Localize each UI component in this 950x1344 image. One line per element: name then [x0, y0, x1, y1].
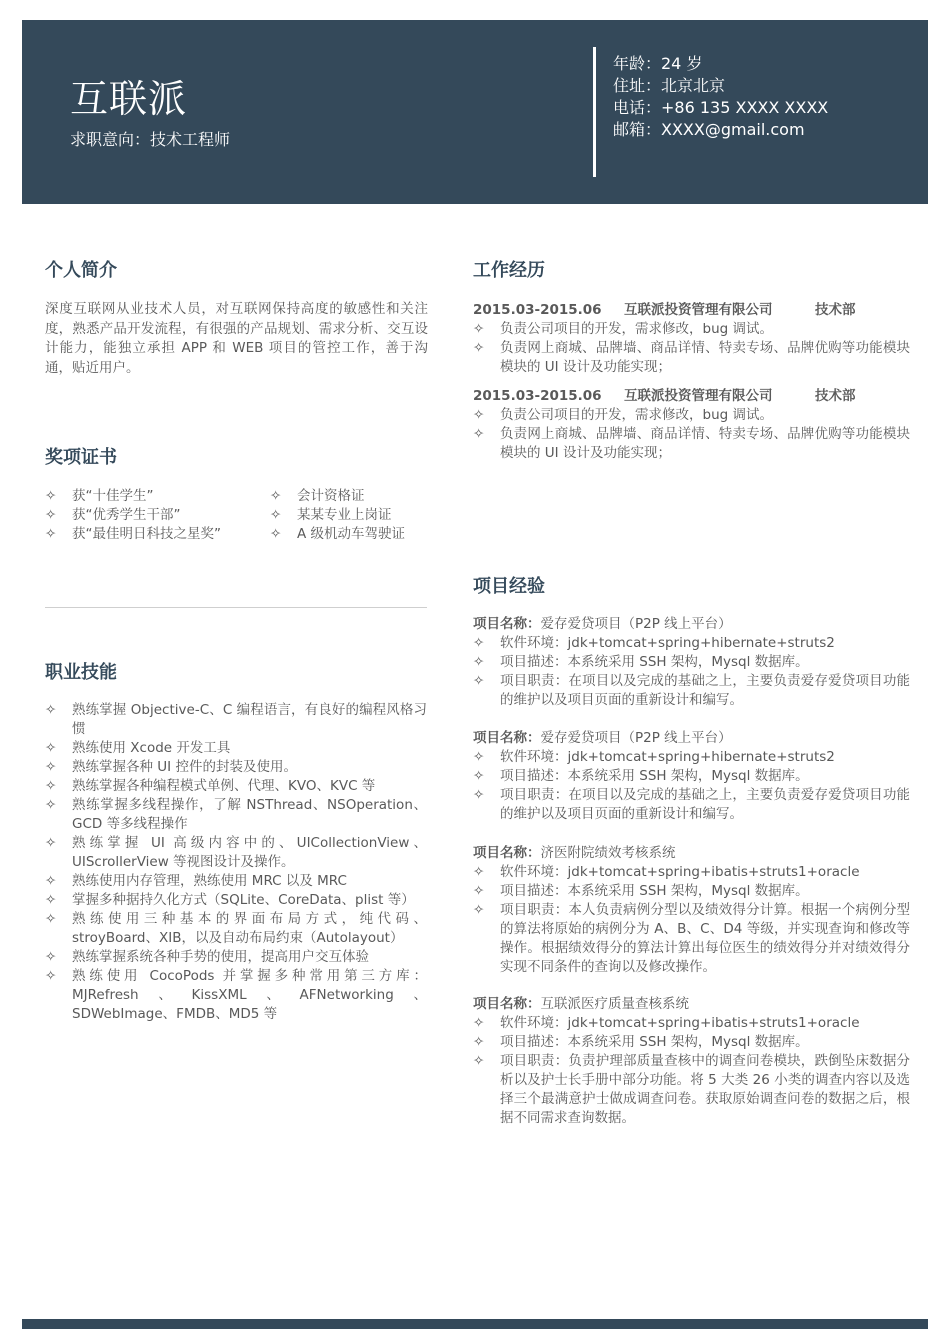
bullet-marker-icon: ✧ — [45, 778, 57, 794]
bullet-marker-icon: ✧ — [473, 340, 485, 356]
award-item — [270, 506, 440, 525]
job-duty-item — [473, 406, 910, 425]
project-name-label: 项目名称： — [473, 616, 541, 632]
skill-item — [45, 891, 427, 910]
project-name: 爱存爱贷项目（P2P 线上平台） — [540, 616, 732, 632]
award-item — [45, 487, 241, 506]
skill-item-text: 熟练使用 CocoPods 并掌握多种常用第三方库：MJRefresh、KissXML、AFNetworking、SDWebImage、FMDB、MD5 等 — [72, 968, 427, 1022]
skill-item — [45, 834, 427, 872]
bullet-marker-icon: ✧ — [473, 749, 485, 765]
project-detail-item — [473, 634, 910, 653]
project-name: 互联派医疗质量查核系统 — [540, 996, 689, 1012]
bullet-marker-icon: ✧ — [473, 1015, 485, 1031]
award-item — [45, 525, 241, 544]
skill-item-text: 熟练掌握系统各种手势的使用，提高用户交互体验 — [72, 949, 369, 965]
skill-item — [45, 796, 427, 834]
award-item-text: A 级机动车驾驶证 — [297, 526, 406, 542]
job-header — [473, 387, 910, 406]
bullet-marker-icon: ✧ — [45, 797, 57, 813]
award-item-text: 某某专业上岗证 — [297, 507, 392, 523]
bullet-marker-icon: ✧ — [473, 1034, 485, 1050]
contact-info — [613, 53, 828, 141]
project-detail-item-text: 软件环境：jdk+tomcat+spring+ibatis+struts1+oracle — [500, 1015, 860, 1031]
section-divider — [45, 607, 427, 608]
job-duties — [473, 406, 910, 463]
project-name-line — [473, 995, 910, 1014]
project-detail-item — [473, 748, 910, 767]
projects-title: 项目经验 — [473, 576, 545, 597]
bullet-marker-icon: ✧ — [473, 673, 485, 689]
bullet-marker-icon: ✧ — [270, 488, 282, 504]
bullet-marker-icon: ✧ — [473, 321, 485, 337]
project-name-line — [473, 615, 910, 634]
job-duty-item — [473, 425, 910, 463]
project-detail-item-text: 软件环境：jdk+tomcat+spring+hibernate+struts2 — [500, 635, 835, 651]
bullet-marker-icon: ✧ — [473, 426, 485, 442]
bullet-marker-icon: ✧ — [45, 526, 57, 542]
skills-title: 职业技能 — [45, 662, 117, 683]
skill-item — [45, 701, 427, 739]
project-detail-item-text: 软件环境：jdk+tomcat+spring+hibernate+struts2 — [500, 749, 835, 765]
award-item-text: 获“优秀学生干部” — [72, 507, 181, 523]
project-entry — [473, 615, 910, 710]
bullet-marker-icon: ✧ — [45, 911, 57, 927]
award-item-text: 会计资格证 — [297, 488, 365, 504]
job-entry — [473, 301, 910, 377]
job-department: 技术部 — [815, 302, 856, 318]
footer-bar — [22, 1319, 928, 1329]
project-detail-item-text: 项目描述：本系统采用 SSH 架构，Mysql 数据库。 — [500, 883, 809, 899]
awards-title: 奖项证书 — [45, 447, 117, 468]
skill-item-text: 熟练使用三种基本的界面布局方式，纯代码、stroyBoard、XIB，以及自动布局约束（Autolayout） — [72, 911, 427, 946]
project-detail-item — [473, 901, 910, 977]
job-date: 2015.03-2015.06 — [473, 388, 602, 404]
project-detail-item — [473, 653, 910, 672]
project-detail-item — [473, 767, 910, 786]
project-detail-item — [473, 786, 910, 824]
job-duty-item-text: 负责公司项目的开发，需求修改，bug 调试。 — [500, 407, 773, 423]
project-entry — [473, 729, 910, 824]
project-detail-item — [473, 863, 910, 882]
skill-item-text: 熟练掌握多线程操作，了解 NSThread、NSOperation、GCD 等多线程操作 — [72, 797, 427, 832]
project-detail-item-text: 项目描述：本系统采用 SSH 架构，Mysql 数据库。 — [500, 768, 809, 784]
project-name-label: 项目名称： — [473, 996, 541, 1012]
job-date: 2015.03-2015.06 — [473, 302, 602, 318]
job-duty-item — [473, 320, 910, 339]
award-item-text: 获“十佳学生” — [72, 488, 154, 504]
job-duty-item — [473, 339, 910, 377]
resume-header — [22, 20, 928, 204]
award-item — [45, 506, 241, 525]
job-duties — [473, 320, 910, 377]
project-name-label: 项目名称： — [473, 845, 541, 861]
bullet-marker-icon: ✧ — [473, 1053, 485, 1069]
job-entry — [473, 387, 910, 463]
project-name: 济医附院绩效考核系统 — [540, 845, 676, 861]
bullet-marker-icon: ✧ — [45, 740, 57, 756]
contact-age: 年龄：24 岁 — [613, 54, 703, 73]
job-duty-item-text: 负责网上商城、品牌墙、商品详情、特卖专场、品牌优购等功能模块模块的 UI 设计及功能实现； — [500, 340, 910, 375]
project-details — [473, 1014, 910, 1128]
skill-item — [45, 758, 427, 777]
skill-item — [45, 967, 427, 1024]
skill-item-text: 熟练掌握各种 UI 控件的封装及使用。 — [72, 759, 297, 775]
bullet-marker-icon: ✧ — [473, 654, 485, 670]
work-title: 工作经历 — [473, 260, 545, 281]
bullet-marker-icon: ✧ — [45, 949, 57, 965]
bullet-marker-icon: ✧ — [270, 507, 282, 523]
skill-item-text: 掌握多种据持久化方式（SQLite、CoreData、plist 等） — [72, 892, 415, 908]
bullet-marker-icon: ✧ — [45, 835, 57, 851]
bullet-marker-icon: ✧ — [45, 892, 57, 908]
project-detail-item-text: 项目描述：本系统采用 SSH 架构，Mysql 数据库。 — [500, 1034, 809, 1050]
project-name-line — [473, 844, 910, 863]
job-duty-item-text: 负责公司项目的开发，需求修改，bug 调试。 — [500, 321, 773, 337]
skill-item-text: 熟练使用内存管理，熟练使用 MRC 以及 MRC — [72, 873, 347, 889]
candidate-name: 互联派 — [70, 77, 188, 121]
bullet-marker-icon: ✧ — [473, 864, 485, 880]
project-detail-item — [473, 882, 910, 901]
project-details — [473, 634, 910, 710]
contact-phone: 电话：+86 135 XXXX XXXX — [613, 98, 829, 117]
job-intent: 求职意向：技术工程师 — [70, 130, 231, 149]
project-details — [473, 748, 910, 824]
project-name-line — [473, 729, 910, 748]
awards-list-left — [45, 487, 241, 544]
contact-email: 邮箱：XXXX@gmail.com — [613, 120, 805, 139]
bullet-marker-icon: ✧ — [473, 787, 485, 803]
job-company: 互联派投资管理有限公司 — [624, 302, 773, 318]
bullet-marker-icon: ✧ — [45, 873, 57, 889]
skill-item-text: 熟练掌握 UI 高级内容中的、UICollectionView、UIScrollerView 等视图设计及操作。 — [72, 835, 427, 870]
skill-item — [45, 739, 427, 758]
profile-text: 深度互联网从业技术人员，对互联网保持高度的敏感性和关注度，熟悉产品开发流程，有很强的产品规划、需求分析、交互设计能力，能独立承担 APP 和 WEB 项目的管控工作，善于沟通，贴近用户。 — [45, 301, 428, 376]
skill-item-text: 熟练掌握各种编程模式单例、代理、KVO、KVC 等 — [72, 778, 376, 794]
bullet-marker-icon: ✧ — [45, 702, 57, 718]
bullet-marker-icon: ✧ — [473, 407, 485, 423]
project-details — [473, 863, 910, 977]
bullet-marker-icon: ✧ — [473, 635, 485, 651]
project-detail-item — [473, 1033, 910, 1052]
project-entry — [473, 995, 910, 1128]
project-detail-item-text: 项目职责：在项目以及完成的基础之上，主要负责爱存爱贷项目功能的维护以及项目页面的重新设计和编写。 — [500, 673, 910, 708]
header-divider — [593, 47, 596, 177]
project-detail-item — [473, 1052, 910, 1128]
award-item-text: 获“最佳明日科技之星奖” — [72, 526, 221, 542]
awards-list-right — [270, 487, 440, 544]
project-detail-item-text: 项目职责：在项目以及完成的基础之上，主要负责爱存爱贷项目功能的维护以及项目页面的重新设计和编写。 — [500, 787, 910, 822]
skills-list — [45, 701, 427, 1024]
project-detail-item-text: 项目职责：本人负责病例分型以及绩效得分计算。根据一个病例分型的算法将原始的病例分为 A、B、C、D4 等级，并实现查询和修改等操作。根据绩效得分的算法计算出每位医生的绩效得分并对绩效得分实现不同条件的查询以及修改操作。 — [500, 902, 910, 975]
project-entry — [473, 844, 910, 977]
bullet-marker-icon: ✧ — [45, 507, 57, 523]
contact-address: 住址：北京北京 — [613, 76, 726, 95]
award-item — [270, 487, 440, 506]
job-company: 互联派投资管理有限公司 — [624, 388, 773, 404]
project-detail-item — [473, 1014, 910, 1033]
job-department: 技术部 — [815, 388, 856, 404]
project-name: 爱存爱贷项目（P2P 线上平台） — [540, 730, 732, 746]
bullet-marker-icon: ✧ — [473, 883, 485, 899]
bullet-marker-icon: ✧ — [473, 902, 485, 918]
bullet-marker-icon: ✧ — [473, 768, 485, 784]
skill-item — [45, 910, 427, 948]
project-detail-item-text: 软件环境：jdk+tomcat+spring+ibatis+struts1+oracle — [500, 864, 860, 880]
project-detail-item — [473, 672, 910, 710]
project-detail-item-text: 项目描述：本系统采用 SSH 架构，Mysql 数据库。 — [500, 654, 809, 670]
award-item — [270, 525, 440, 544]
skill-item — [45, 948, 427, 967]
job-duty-item-text: 负责网上商城、品牌墙、商品详情、特卖专场、品牌优购等功能模块模块的 UI 设计及功能实现； — [500, 426, 910, 461]
bullet-marker-icon: ✧ — [270, 526, 282, 542]
project-detail-item-text: 项目职责：负责护理部质量查核中的调查问卷模块，跌倒坠床数据分析以及护士长手册中部分功能。将 5 大类 26 小类的调查内容以及选择三个最满意护士做成调查问卷。获取原始调查问卷的数据之后，根据不同需求查询数据。 — [500, 1053, 910, 1126]
bullet-marker-icon: ✧ — [45, 968, 57, 984]
skill-item-text: 熟练使用 Xcode 开发工具 — [72, 740, 231, 756]
skill-item — [45, 872, 427, 891]
bullet-marker-icon: ✧ — [45, 759, 57, 775]
skill-item — [45, 777, 427, 796]
job-header — [473, 301, 910, 320]
profile-title: 个人简介 — [45, 260, 117, 281]
project-name-label: 项目名称： — [473, 730, 541, 746]
skill-item-text: 熟练掌握 Objective-C、C 编程语言，有良好的编程风格习惯 — [72, 702, 427, 737]
bullet-marker-icon: ✧ — [45, 488, 57, 504]
